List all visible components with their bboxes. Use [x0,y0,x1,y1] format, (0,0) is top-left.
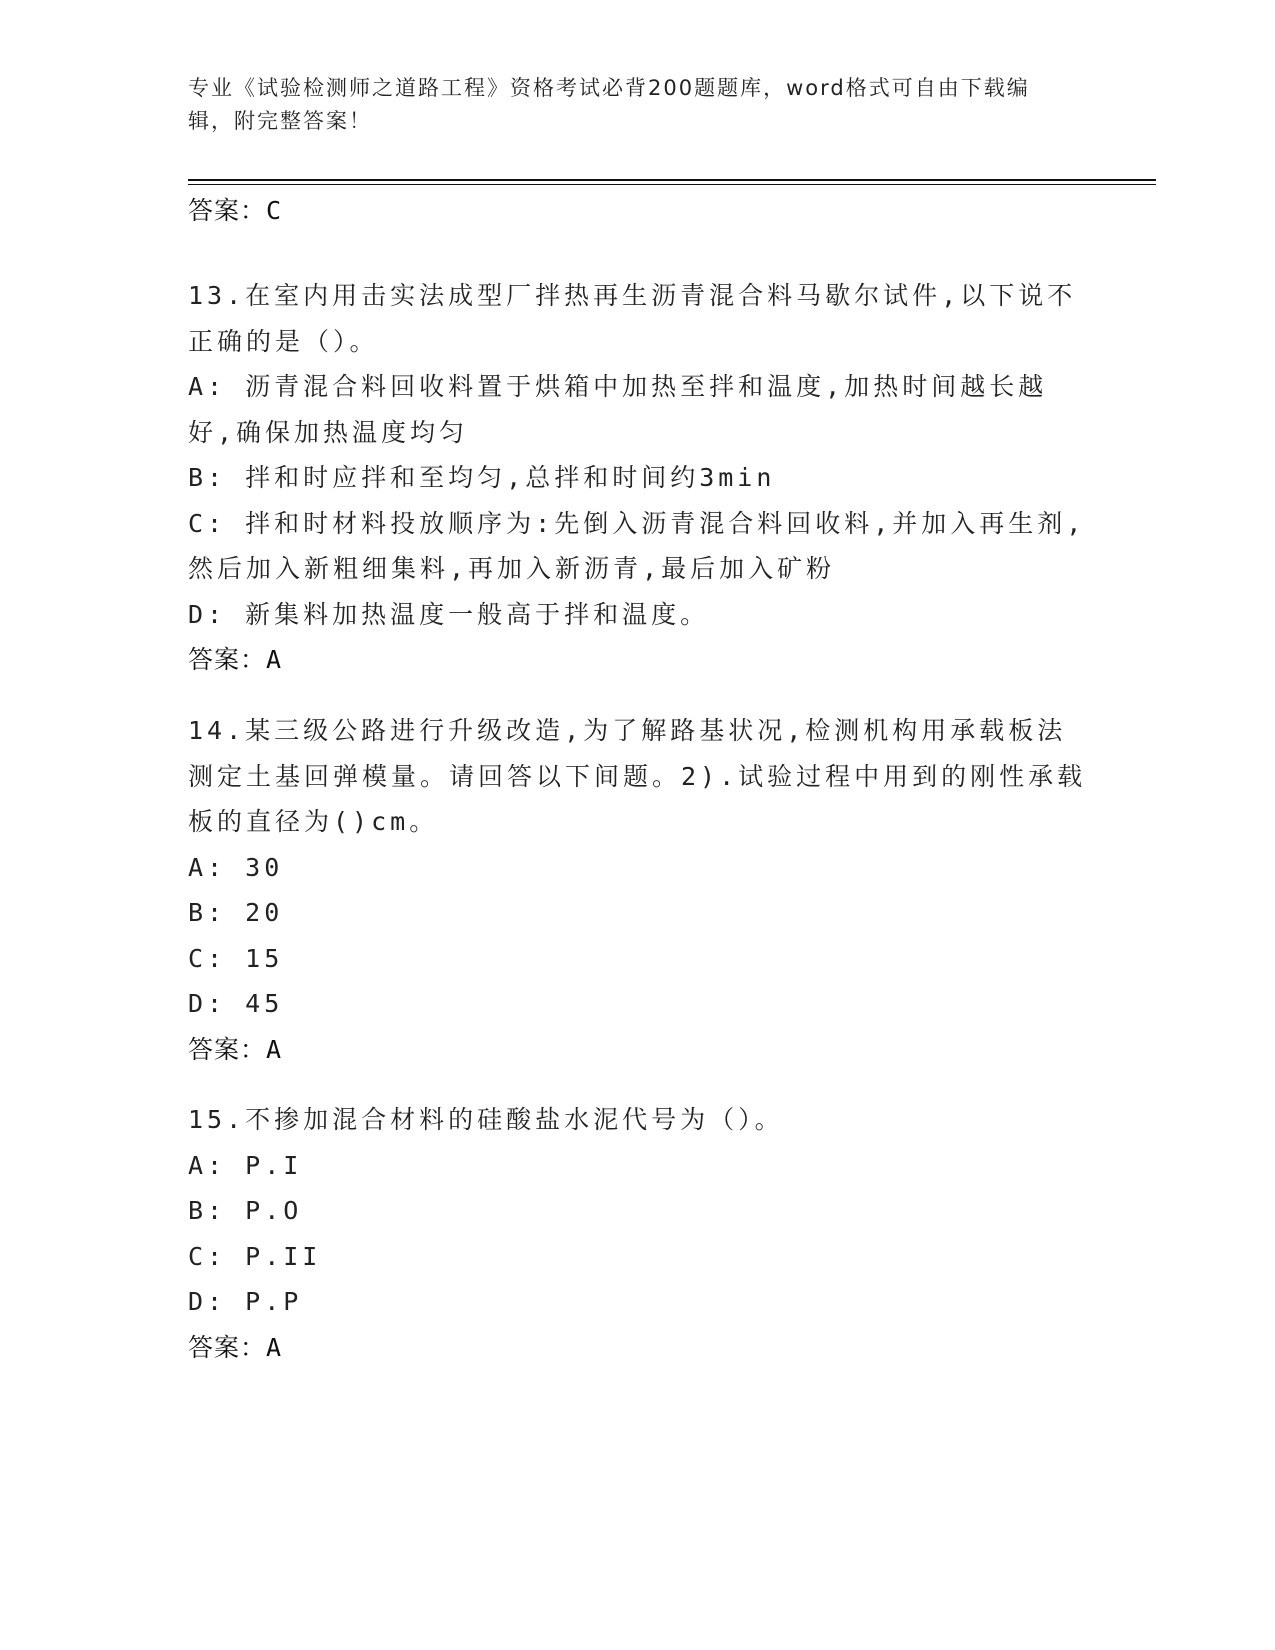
answer-label: 答案： [188,196,267,225]
option-d: D: 新集料加热温度一般高于拌和温度。 [188,599,710,629]
answer-value: C [266,196,283,225]
option-c: C: P.II [188,1241,322,1271]
document-header: 专业《试验检测师之道路工程》资格考试必背200题题库，word格式可自由下载编辑，附完整答案！ [188,76,1030,133]
answer-label: 答案： [188,645,267,674]
option-d: D: 45 [188,989,284,1018]
answer-value: A [266,1034,283,1064]
option-d: D: P.P [188,1287,303,1316]
answer-value: A [266,645,283,674]
question-14 [188,708,1088,1073]
option-b: B: 20 [188,898,284,927]
question-text: 14.某三级公路进行升级改造,为了解路基状况,检测机构用承载板法测定土基回弹模量。请回答以下间题。2).试验过程中用到的刚性承载板的直径为()cm。 [188,716,1087,836]
option-b: B: 拌和时应拌和至均匀,总拌和时间约3min [188,463,776,492]
header-rule [188,179,1156,181]
answer-value: A [266,1332,283,1362]
option-a: A: 沥青混合料回收料置于烘箱中加热至拌和温度,加热时间越长越好,确保加热温度均匀 [188,372,1048,447]
answer-label: 答案： [188,1332,267,1362]
question-text: 15.不掺加混合材料的硅酸盐水泥代号为（）。 [188,1105,784,1134]
option-c: C: 15 [188,943,284,973]
option-c: C: 拌和时材料投放顺序为:先倒入沥青混合料回收料,并加入再生剂,然后加入新粗细集料,再加入新沥青,最后加入矿粉 [188,508,1086,583]
previous-answer [188,188,1088,234]
header-rule-thin [188,184,1156,185]
question-13 [188,273,1088,683]
option-b: B: P.O [188,1196,303,1225]
option-a: A: P.I [188,1150,303,1180]
question-15 [188,1097,1088,1371]
question-text: 13.在室内用击实法成型厂拌热再生沥青混合料马歇尔试件,以下说不正确的是（）。 [188,281,1077,356]
answer-label: 答案： [188,1034,267,1064]
option-a: A: 30 [188,852,284,882]
